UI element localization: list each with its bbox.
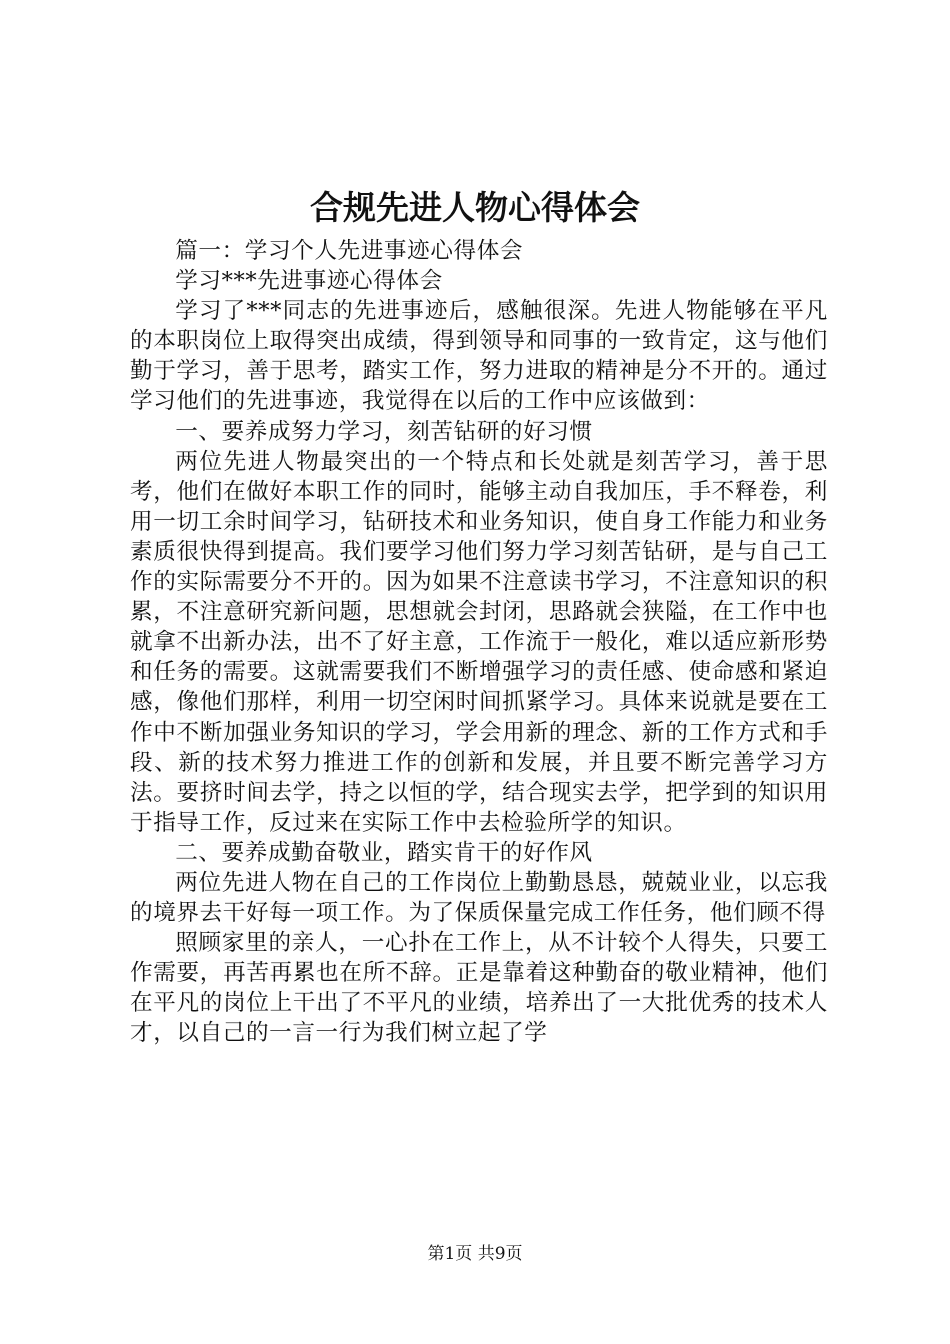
section-heading: 篇一：学习个人先进事迹心得体会	[175, 238, 524, 264]
page-footer: 第1页 共9页	[427, 1244, 523, 1264]
subheading: 一、要养成努力学习，刻苦钻研的好习惯	[175, 418, 593, 445]
paragraph: 学习了***同志的先进事迹后，感触很深。先进人物能够在平凡的本职岗位上取得突出成绩，得到领导和同事的一致肯定，这与他们勤于学习，善于思考，踏实工作，努力进取的精神是分不开的。通过学习他们的先进事迹，我觉得在以后的工作中应该做到：	[130, 298, 828, 415]
document-title: 合规先进人物心得体会	[310, 188, 640, 227]
article-title: 学习***先进事迹心得体会	[175, 268, 443, 295]
subheading: 二、要养成勤奋敬业，踏实肯干的好作风	[175, 839, 593, 866]
paragraph: 两位先进人物在自己的工作岗位上勤勤恳恳，兢兢业业，以忘我的境界去干好每一项工作。为了保质保量完成工作任务，他们顾不得	[130, 869, 828, 927]
paragraph: 照顾家里的亲人，一心扑在工作上，从不计较个人得失，只要工作需要，再苦再累也在所不辞。正是靠着这种勤奋的敬业精神，他们在平凡的岗位上干出了不平凡的业绩，培养出了一大批优秀的技术人才，以自己的一言一行为我们树立起了学	[130, 930, 828, 1047]
document-body	[130, 236, 828, 1049]
paragraph: 两位先进人物最突出的一个特点和长处就是刻苦学习，善于思考，他们在做好本职工作的同时，能够主动自我加压，手不释卷，利用一切工余时间学习，钻研技术和业务知识，使自身工作能力和业务素质很快得到提高。我们要学习他们努力学习刻苦钻研，是与自己工作的实际需要分不开的。因为如果不注意读书学习，不注意知识的积累，不注意研究新问题，思想就会封闭，思路就会狭隘，在工作中也就拿不出新办法，出不了好主意，工作流于一般化，难以适应新形势和任务的需要。这就需要我们不断增强学习的责任感、使命感和紧迫感，像他们那样，利用一切空闲时间抓紧学习。具体来说就是要在工作中不断加强业务知识的学习，学会用新的理念、新的工作方式和手段、新的技术努力推进工作的创新和发展，并且要不断完善学习方法。要挤时间去学，持之以恒的学，结合现实去学，把学到的知识用于指导工作，反过来在实际工作中去检验所学的知识。	[130, 448, 828, 836]
